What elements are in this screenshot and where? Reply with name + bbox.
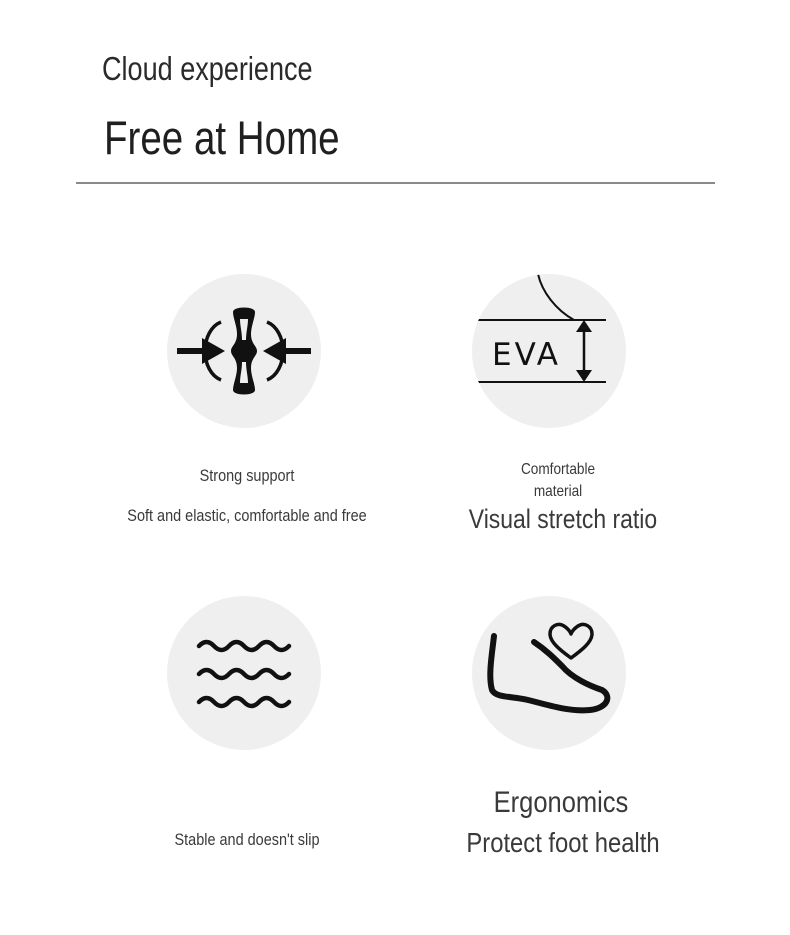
feature-eva-desc: Visual stretch ratio (468, 504, 658, 534)
page-title: Free at Home (104, 111, 340, 164)
foot-heart-icon (472, 596, 626, 750)
feature-ergonomic-title: Ergonomics (493, 786, 629, 819)
feature-eva-line2: material (533, 483, 583, 500)
wave-grip-icon (167, 596, 321, 750)
feature-ergonomic-badge (472, 596, 626, 750)
feature-grip-title: Stable and doesn't slip (174, 830, 320, 849)
feature-support-title: Strong support (199, 466, 295, 485)
feature-support-desc: Soft and elastic, comfortable and free (127, 506, 367, 525)
eva-label: EVA (492, 337, 562, 373)
eva-thickness-icon (472, 274, 626, 428)
compression-support-icon (167, 274, 321, 428)
feature-eva-badge (472, 274, 626, 428)
feature-ergonomic-desc: Protect foot health (466, 827, 660, 858)
subtitle: Cloud experience (102, 50, 313, 87)
divider (76, 182, 715, 184)
feature-grip-badge (167, 596, 321, 750)
feature-eva-line1: Comfortable (520, 461, 596, 478)
feature-support-badge (167, 274, 321, 428)
